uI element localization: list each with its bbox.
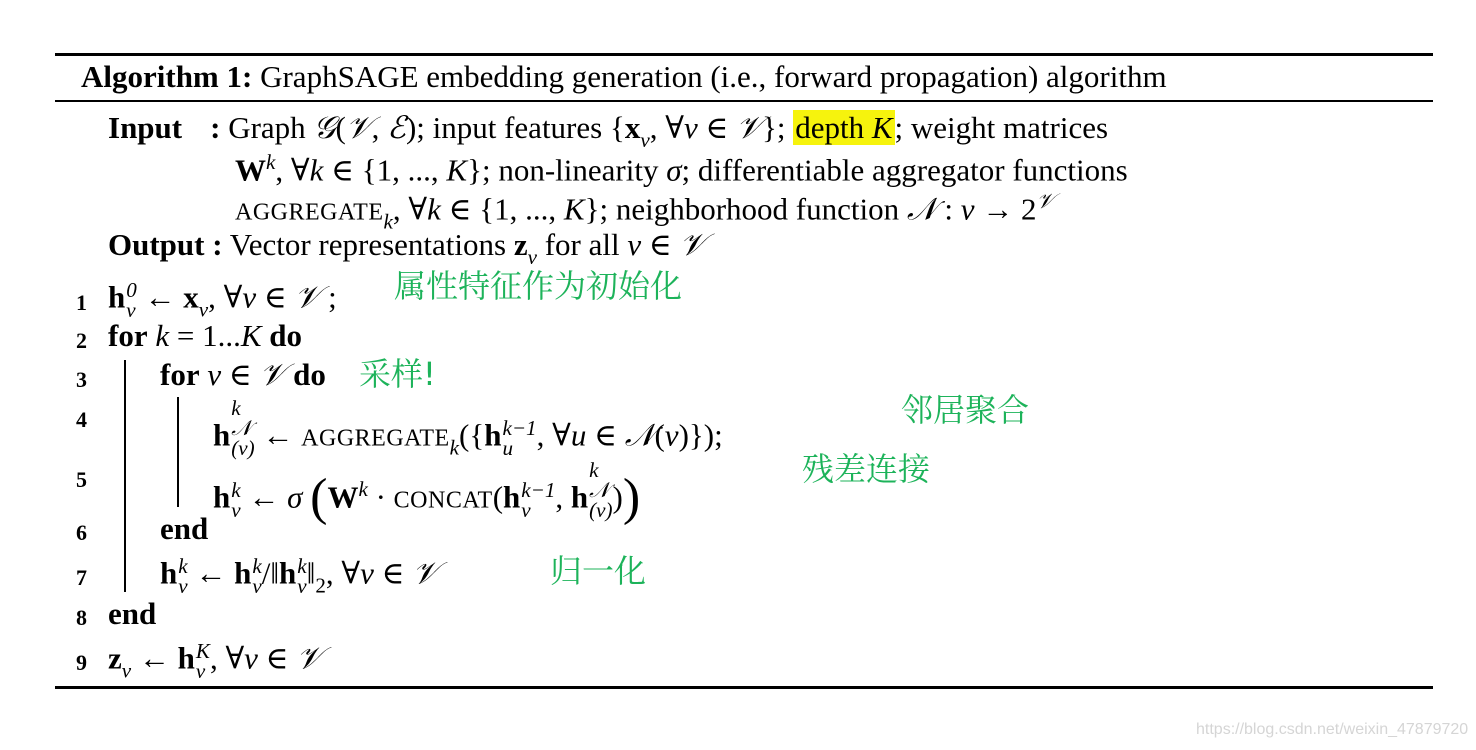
- output-text: Vector representations: [229, 227, 507, 262]
- note-aggregation: 邻居聚合: [901, 391, 1030, 429]
- bottom-rule: [55, 686, 1433, 689]
- algo-line-9: $z_v$ ← h K v , ∀v ∈ 𝒱: [108, 639, 323, 684]
- aggregate-name: AGGREGATE: [235, 199, 384, 226]
- line-number: 7: [76, 565, 87, 590]
- algo-line-8: end: [108, 596, 157, 631]
- input-label: Input: [108, 110, 183, 145]
- algo-line-6: end: [160, 511, 209, 546]
- nonlinearity-text: ; non-linearity: [482, 152, 659, 188]
- note-init: 属性特征作为初始化: [394, 267, 683, 305]
- top-rule: [55, 53, 1433, 56]
- depth-highlight: depth K: [795, 110, 893, 145]
- algo-line-2: for k = 1...K do: [108, 318, 303, 353]
- algo-line-5: h k v ← σ ($W^k$ · CONCAT(h k−1 v , h k 𝒩 (v) )): [213, 458, 641, 526]
- line-number: 8: [76, 605, 87, 630]
- aggregator-text: ; differentiable aggregator functions: [681, 152, 1128, 188]
- neighborhood-text: ; neighborhood function: [599, 191, 900, 227]
- note-normalize: 归一化: [550, 552, 647, 590]
- algorithm-title: GraphSAGE embedding generation (i.e., forward propagation) algorithm: [260, 59, 1167, 94]
- input-line-3: $AGGREGATE_k$, ∀k ∈ {1, ..., K}; neighborhood function 𝒩 : $v \to 2^𝒱$: [235, 188, 1055, 234]
- algo-line-7: h k v ← h k v /‖h k v $‖_2$, ∀v ∈ 𝒱: [160, 554, 439, 599]
- output-text-2: for all: [544, 227, 620, 262]
- algo-line-1: h 0 v ← $x_v$, ∀v ∈ 𝒱 ;: [108, 278, 337, 323]
- note-residual: 残差连接: [802, 450, 931, 488]
- line-number: 1: [76, 290, 87, 315]
- note-sampling: 采样!: [359, 355, 436, 393]
- watermark: https://blog.csdn.net/weixin_47879720: [1196, 721, 1469, 738]
- line-number: 6: [76, 520, 87, 545]
- line-number: 3: [76, 367, 87, 392]
- output-label: Output: [108, 227, 205, 262]
- line-number: 4: [76, 407, 87, 432]
- line-number: 5: [76, 467, 87, 492]
- algo-line-3: for v ∈ 𝒱 do: [160, 357, 326, 393]
- header-rule: [55, 100, 1433, 102]
- algorithm-label: Algorithm 1:: [81, 59, 253, 94]
- algorithm-caption: [81, 61, 1167, 92]
- line-number: 9: [76, 650, 87, 675]
- inner-loop-bar: [177, 397, 179, 507]
- algo-line-4: h k 𝒩 (v) ← $AGGREGATE_k(\{h$ k−1 u , ∀u ∈ 𝒩(v)});: [213, 396, 723, 461]
- line-number: 2: [76, 328, 87, 353]
- features-text: ; input features: [416, 110, 603, 145]
- output-line: Output : Vector representations $z_v$ for all v ∈ 𝒱: [108, 227, 706, 269]
- outer-loop-bar: [124, 360, 126, 592]
- graph-text: Graph: [228, 110, 306, 145]
- input-line-2: $W^k$, ∀k ∈ {1, ..., K}; non-linearity σ; differentiable aggregator functions: [235, 150, 1128, 188]
- weights-text: ; weight matrices: [894, 110, 1109, 145]
- input-line-1: Input : Graph 𝒢(𝒱, ℰ); input features {$x_v$, ∀v ∈ 𝒱}; depth K; weight matrices: [108, 110, 1109, 152]
